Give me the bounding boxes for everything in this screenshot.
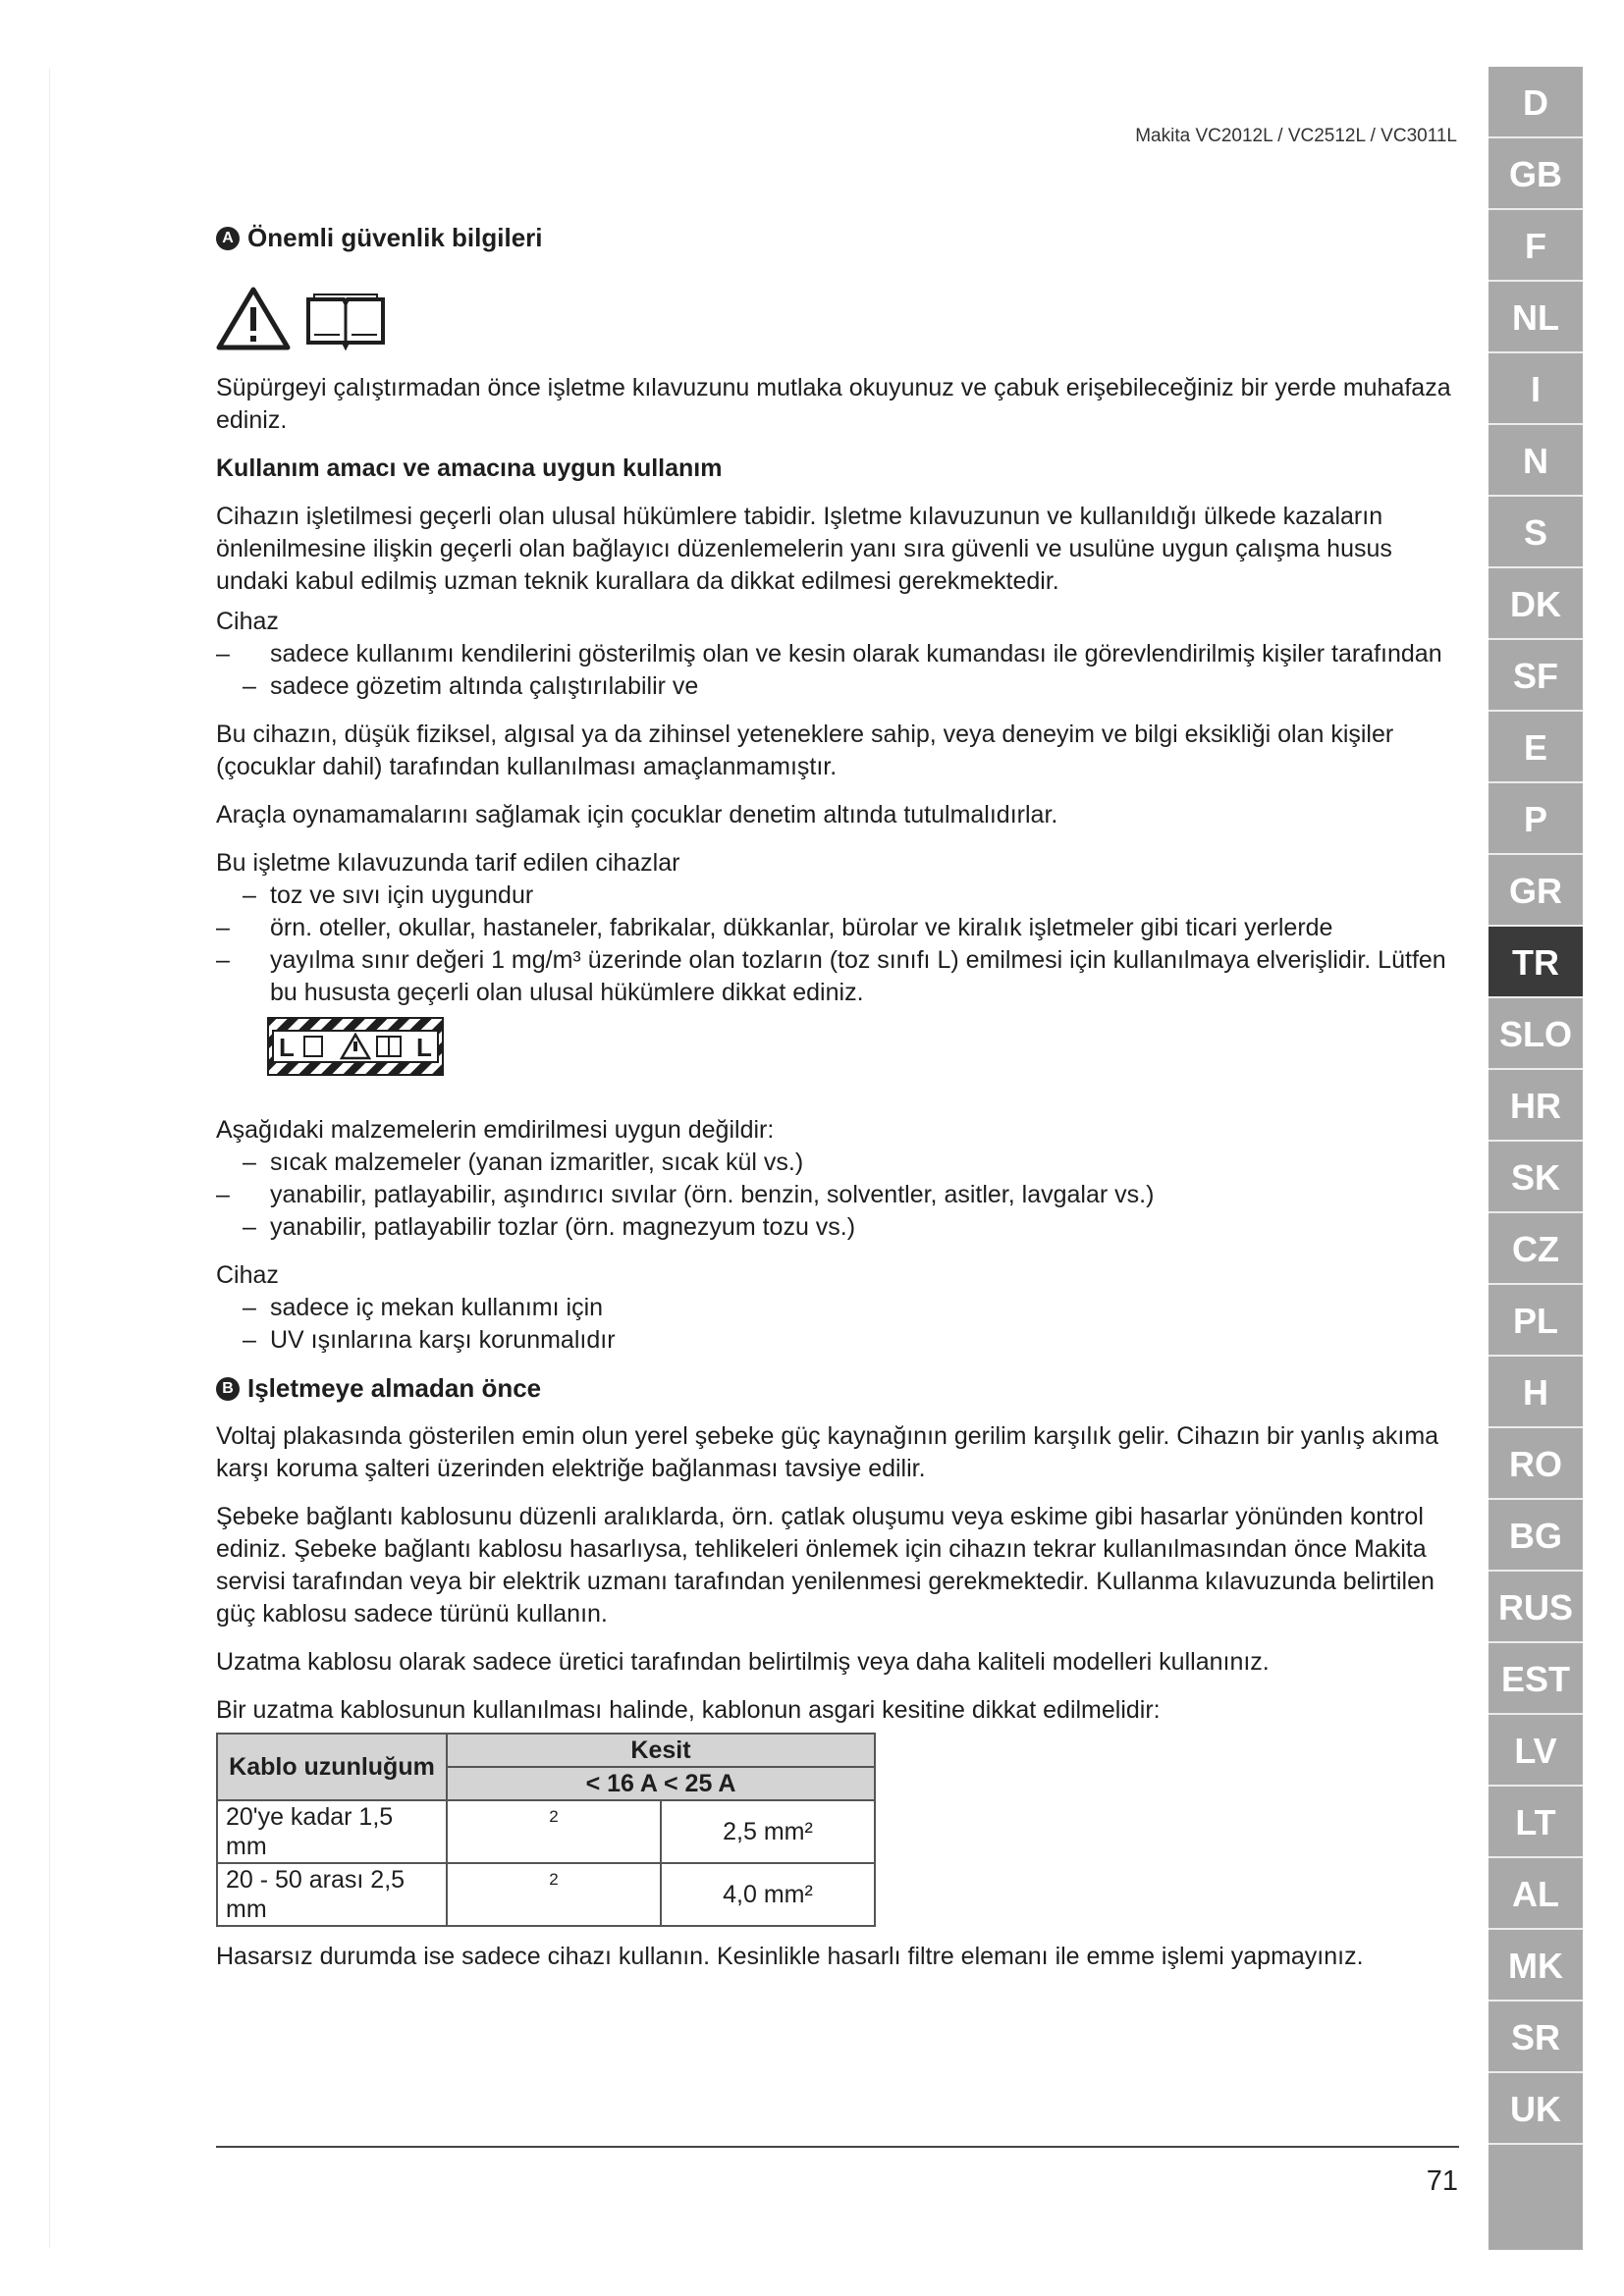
table-row: 20'ye kadar 1,5 mm 2 2,5 mm² (217, 1800, 875, 1863)
list-item: – yanabilir, patlayabilir tozlar (örn. magnezyum tozu vs.) (243, 1213, 856, 1241)
dust-class-letter-right: L (416, 1033, 432, 1062)
language-tab-uk[interactable]: UK (1489, 2073, 1583, 2145)
page-number: 71 (1426, 2165, 1458, 2197)
devices-intro: Bu işletme kılavuzunda tarif edilen cihazlar (216, 849, 680, 877)
language-tab-sr[interactable]: SR (1489, 2002, 1583, 2073)
col-section-header: Kesit (447, 1734, 875, 1767)
extension-paragraph: Uzatma kablosu olarak sadece üretici tarafından belirtilmiş veya daha kaliteli modelleri kullanınız. (216, 1648, 1270, 1676)
capability-paragraph: Bu cihazın, düşük fiziksel, algısal ya da zihinsel yeteneklere sahip, veya deneyim ve bilgi eksikliği olan kişiler (çocuklar dahil) tarafından kullanılması amaçlanmamıştır. (216, 721, 1394, 780)
section-a-title: Önemli güvenlik bilgileri (247, 223, 543, 252)
language-tab-pl[interactable]: PL (1489, 1285, 1583, 1357)
language-tab-sk[interactable]: SK (1489, 1142, 1583, 1213)
list-item: – yanabilir, patlayabilir, aşındırıcı sıvılar (örn. benzin, solventler, asitler, lavgalar vs.) (216, 1181, 1155, 1208)
extension-intro: Bir uzatma kablosunun kullanılması halinde, kablonun asgari kesitine dikkat edilmelidir: (216, 1696, 1161, 1724)
warning-triangle-icon (216, 286, 291, 350)
language-tab-dk[interactable]: DK (1489, 568, 1583, 640)
section-b-badge: B (216, 1377, 240, 1401)
list-item: – sıcak malzemeler (yanan izmaritler, sıcak kül vs.) (243, 1148, 804, 1176)
usage-paragraph: Cihazın işletilmesi geçerli olan ulusal hükümlere tabidir. Işletme kılavuzunun ve kullanıldığı ülkede kazaların önlenilmesine ilişkin geçerli olan bağlayıcı düzenlemelerin yanı sıra güvenli ve usulüne uygun çalışma husus undaki kabul edilmiş uzman teknik kurallara da dikkat edilmesi gerekmektedir. (216, 503, 1392, 595)
language-tab-bg[interactable]: BG (1489, 1500, 1583, 1572)
language-tab-h[interactable]: H (1489, 1357, 1583, 1428)
manual-book-icon (304, 292, 387, 350)
language-tab-gr[interactable]: GR (1489, 855, 1583, 927)
list-item: – sadece gözetim altında çalıştırılabilir ve (243, 672, 699, 700)
section-a-heading (216, 222, 1455, 254)
language-tab-sf[interactable]: SF (1489, 640, 1583, 712)
language-tab-s[interactable]: S (1489, 497, 1583, 568)
language-tab-est[interactable]: EST (1489, 1643, 1583, 1715)
list-item: – sadece kullanımı kendilerini gösterilmiş olan ve kesin olarak kumandası ile görevlendirilmiş kişiler tarafından (216, 640, 1442, 667)
language-tab-tr[interactable]: TR (1489, 927, 1583, 998)
language-sidebar (1489, 67, 1583, 2250)
language-tab-al[interactable]: AL (1489, 1858, 1583, 1930)
language-tab-f[interactable]: F (1489, 210, 1583, 282)
cable-check-paragraph: Şebeke bağlantı kablosunu düzenli aralıklarda, örn. çatlak oluşumu veya eskime gibi hasarlar yönünden kontrol ediniz. Şebeke bağlantı kablosu hasarlıysa, tehlikeleri önlemek için cihazın tekrar kullanılmasından önce Makita servisi tarafından veya bir elektrik uzmanı tarafından yenilenmesi gerekmektedir. Kullanma kılavuzunda belirtilen güç kablosu sadece türünü kullanın. (216, 1503, 1435, 1628)
language-tab-hr[interactable]: HR (1489, 1070, 1583, 1142)
unsuitable-intro: Aşağıdaki malzemelerin emdirilmesi uygun değildir: (216, 1116, 775, 1144)
language-tab-nl[interactable]: NL (1489, 282, 1583, 353)
usage-subheading: Kullanım amacı ve amacına uygun kullanım (216, 454, 723, 482)
section-b-heading (216, 1372, 1455, 1405)
dust-class-l-sign (267, 1017, 444, 1076)
safety-icons (216, 282, 1455, 350)
list-item: – sadece iç mekan kullanımı için (243, 1294, 604, 1321)
list-item: – yayılma sınır değeri 1 mg/m³ üzerinde olan tozların (toz sınıfı L) emilmesi için kullanılmaya elverişlidir. Lütfen bu hususta geçerli olan ulusal hükümlere dikkat ediniz. (216, 946, 1446, 1006)
table-header-row (217, 1734, 875, 1767)
language-tab-d[interactable]: D (1489, 67, 1583, 138)
language-tab-lt[interactable]: LT (1489, 1787, 1583, 1858)
col-current-header: < 16 A < 25 A (447, 1767, 875, 1800)
section-b-title: Işletmeye almadan önce (247, 1373, 542, 1403)
voltage-paragraph: Voltaj plakasında gösterilen emin olun yerel şebeke güç kaynağının gerilim karşılık gelir. Cihazın bir yanlış akıma karşı koruma şalteri üzerinden elektriğe bağlanması tavsiye edilir. (216, 1422, 1439, 1482)
section-a-badge: A (216, 227, 240, 250)
list-item: – toz ve sıvı için uygundur (243, 881, 534, 909)
footer-divider (216, 2146, 1459, 2148)
language-tab-slo[interactable]: SLO (1489, 998, 1583, 1070)
intro-paragraph: Süpürgeyi çalıştırmadan önce işletme kılavuzunu mutlaka okuyunuz ve çabuk erişebileceğiniz bir yerde muhafaza ediniz. (216, 374, 1451, 434)
filter-paragraph: Hasarsız durumda ise sadece cihazı kullanın. Kesinlikle hasarlı filtre elemanı ile emme işlemi yapmayınız. (216, 1943, 1364, 1970)
list-item: – örn. oteller, okullar, hastaneler, fabrikalar, dükkanlar, bürolar ve kiralık işletmeler gibi ticari yerlerde (216, 914, 1333, 941)
cihaz-label-1: Cihaz (216, 608, 279, 635)
language-tab-n[interactable]: N (1489, 425, 1583, 497)
cable-table (216, 1733, 876, 1927)
col-length-header: Kablo uzunluğum (217, 1734, 447, 1800)
children-paragraph: Araçla oynamamalarını sağlamak için çocuklar denetim altında tutulmalıdırlar. (216, 801, 1058, 828)
language-tab-ro[interactable]: RO (1489, 1428, 1583, 1500)
language-tab-i[interactable]: I (1489, 353, 1583, 425)
dust-class-letter-left: L (279, 1033, 295, 1062)
language-tab-p[interactable]: P (1489, 783, 1583, 855)
language-tab-mk[interactable]: MK (1489, 1930, 1583, 2002)
language-tab-cz[interactable]: CZ (1489, 1213, 1583, 1285)
language-tab-rus[interactable]: RUS (1489, 1572, 1583, 1643)
language-tab-lv[interactable]: LV (1489, 1715, 1583, 1787)
list-item: – UV ışınlarına karşı korunmalıdır (243, 1326, 616, 1354)
language-tab-gb[interactable]: GB (1489, 138, 1583, 210)
cihaz-label-2: Cihaz (216, 1261, 279, 1289)
language-tab-e[interactable]: E (1489, 712, 1583, 783)
page-content (216, 222, 1455, 1973)
table-row: 20 - 50 arası 2,5 mm 2 4,0 mm² (217, 1863, 875, 1926)
left-margin-line (49, 69, 50, 2248)
page-header-model: Makita VC2012L / VC2512L / VC3011L (1135, 126, 1457, 146)
